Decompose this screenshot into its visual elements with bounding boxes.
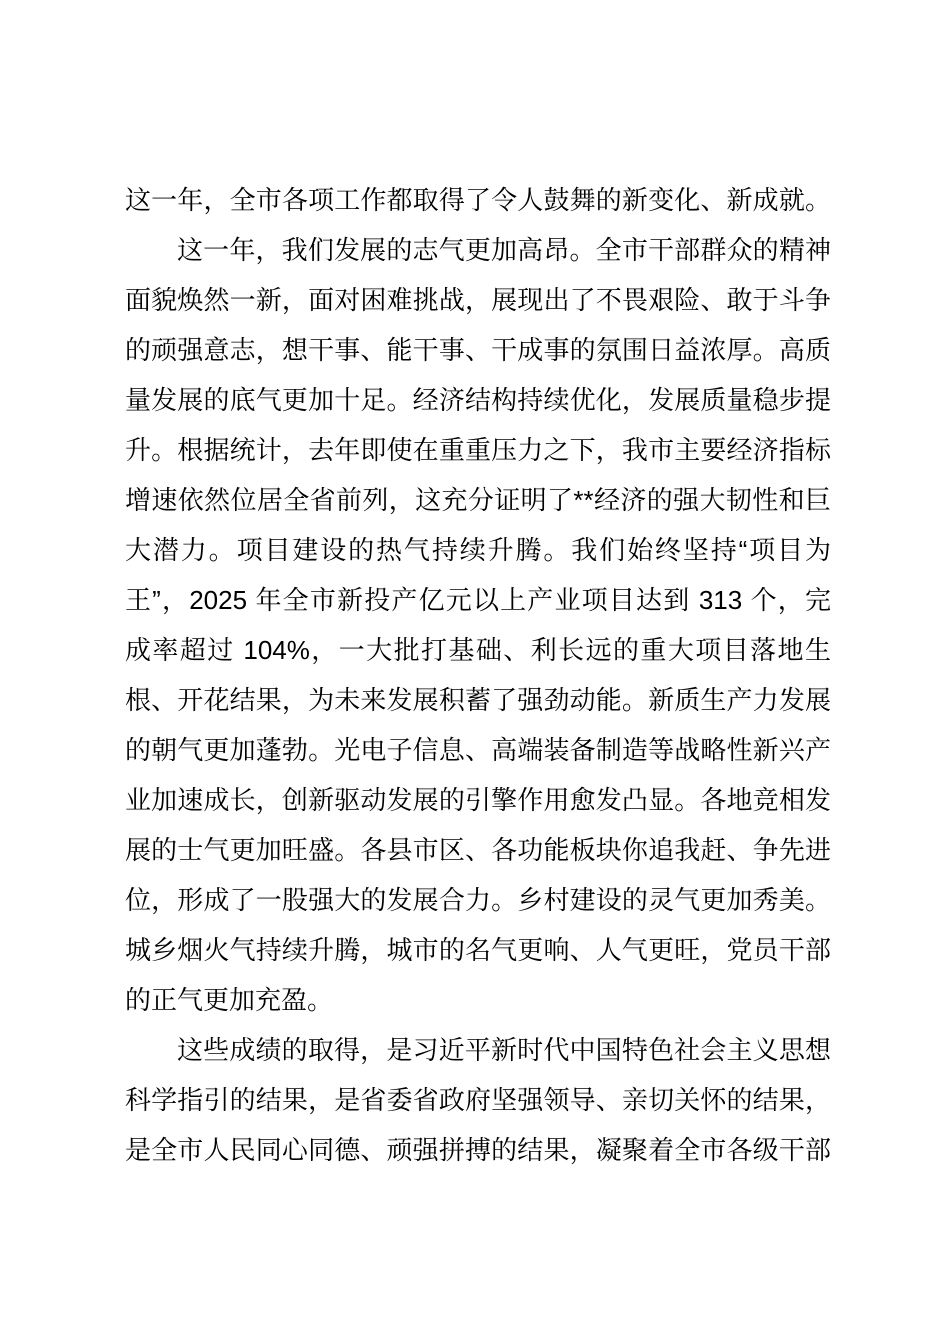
document-body bbox=[125, 175, 831, 1175]
text-line: 升。根据统计，去年即使在重重压力之下，我市主要经济指标 bbox=[125, 435, 831, 465]
text-line: 位，形成了一股强大的发展合力。乡村建设的灵气更加秀美。 bbox=[125, 885, 831, 915]
text-line: 根、开花结果，为未来发展积蓄了强劲动能。新质生产力发展 bbox=[125, 685, 831, 715]
text-line: 是全市人民同心同德、顽强拼搏的结果，凝聚着全市各级干部 bbox=[125, 1135, 831, 1165]
text-line: 业加速成长，创新驱动发展的引擎作用愈发凸显。各地竞相发 bbox=[125, 785, 831, 815]
paragraph bbox=[125, 175, 831, 225]
text-line: 这些成绩的取得，是习近平新时代中国特色社会主义思想 bbox=[177, 1035, 831, 1065]
text-line: 这一年，全市各项工作都取得了令人鼓舞的新变化、新成就。 bbox=[125, 185, 831, 215]
text-line: 面貌焕然一新，面对困难挑战，展现出了不畏艰险、敢于斗争 bbox=[125, 285, 831, 315]
text-line: 科学指引的结果，是省委省政府坚强领导、亲切关怀的结果， bbox=[125, 1085, 831, 1115]
text-line: 的朝气更加蓬勃。光电子信息、高端装备制造等战略性新兴产 bbox=[125, 735, 831, 765]
text-line: 的正气更加充盈。 bbox=[125, 985, 334, 1015]
text-line: 增速依然位居全省前列，这充分证明了**经济的强大韧性和巨 bbox=[125, 485, 831, 515]
text-line: 量发展的底气更加十足。经济结构持续优化，发展质量稳步提 bbox=[125, 385, 831, 415]
paragraph bbox=[125, 1025, 831, 1175]
text-line: 王”，2025 年全市新投产亿元以上产业项目达到 313 个，完 bbox=[125, 585, 831, 615]
text-line: 展的士气更加旺盛。各县市区、各功能板块你追我赶、争先进 bbox=[125, 835, 831, 865]
text-line: 大潜力。项目建设的热气持续升腾。我们始终坚持“项目为 bbox=[125, 535, 831, 565]
text-line: 这一年，我们发展的志气更加高昂。全市干部群众的精神 bbox=[177, 235, 831, 265]
text-line: 成率超过 104%，一大批打基础、利长远的重大项目落地生 bbox=[125, 635, 831, 665]
paragraph bbox=[125, 225, 831, 1025]
text-line: 的顽强意志，想干事、能干事、干成事的氛围日益浓厚。高质 bbox=[125, 335, 831, 365]
text-line: 城乡烟火气持续升腾，城市的名气更响、人气更旺，党员干部 bbox=[125, 935, 831, 965]
